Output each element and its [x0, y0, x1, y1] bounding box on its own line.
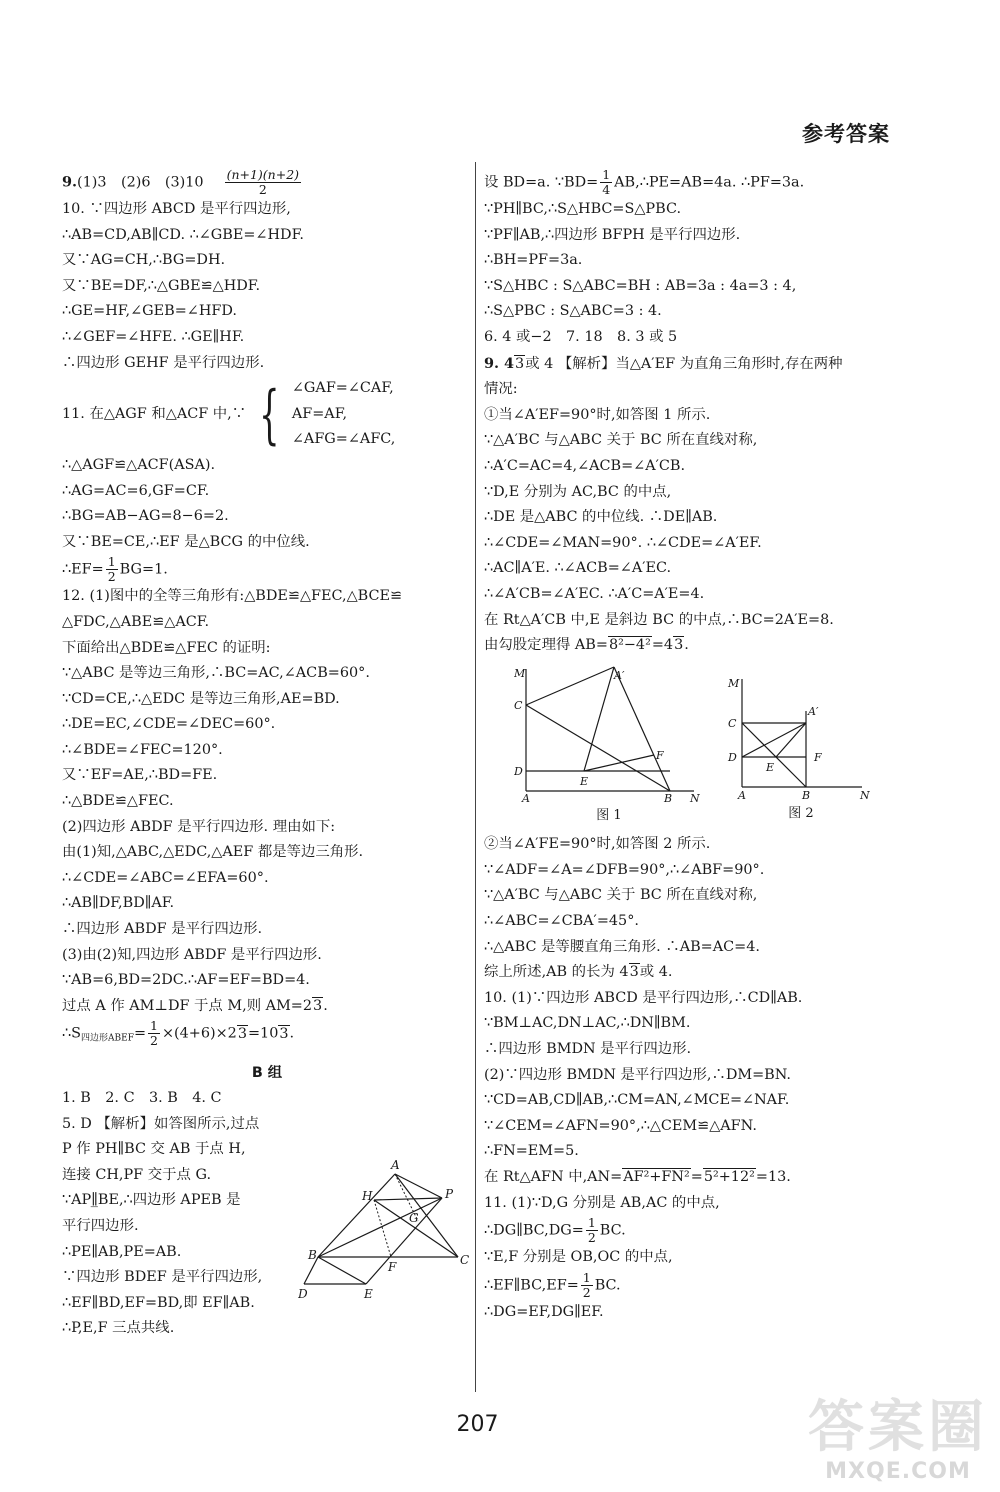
solution-line: ∴四边形 BMDN 是平行四边形. [484, 1041, 692, 1058]
solution-line: ①当∠A′EF=90°时,如答图 1 所示. [484, 406, 711, 423]
q12-solution [62, 584, 472, 994]
svg-text:N: N [860, 788, 870, 801]
solution-line: ∵四边形 BDEF 是平行四边形, [62, 1269, 263, 1286]
solution-line: 由(1)知,△ABC,△EDC,△AEF 都是等边三角形. [62, 844, 364, 861]
solution-line: ∵AB=6,BD=2DC.∴AF=EF=BD=4. [62, 972, 310, 989]
figure-1 [514, 665, 704, 829]
solution-line: ∴P,E,F 三点共线. [62, 1320, 175, 1337]
svg-text:E: E [580, 774, 589, 788]
page-number: 207 [456, 1412, 499, 1437]
q10-solution [62, 197, 472, 376]
solution-line: ∴GE=HF,∠GEB=∠HFD. [62, 303, 237, 320]
brace-symbol: { [259, 377, 280, 452]
svg-text:B: B [802, 788, 811, 801]
q11-right-line3: ∵E,F 分别是 OB,OC 的中点, [484, 1249, 673, 1266]
svg-text:D: D [514, 764, 523, 778]
figure-2-caption: 图 2 [788, 805, 814, 821]
solution-line: ∴BH=PF=3a. [484, 252, 583, 269]
q9-right-head2: 情况: [484, 381, 518, 398]
svg-text:D: D [298, 1287, 308, 1301]
solution-line: △FDC,△ABE≌△ACF. [62, 613, 210, 630]
q9-case1 [484, 403, 909, 633]
solution-line: ∵CD=AB,CD∥AB,∴CM=AN,∠MCE=∠NAF. [484, 1092, 790, 1109]
svg-text:A′: A′ [808, 704, 819, 718]
svg-text:C: C [460, 1253, 470, 1267]
figure-1-diagram [514, 665, 704, 803]
solution-line: 5. D 【解析】如答图所示,过点 [62, 1115, 260, 1132]
solution-line: 下面给出△BDE≌△FEC 的证明: [62, 639, 271, 656]
solution-line: ∵PF∥AB,∴四边形 BFPH 是平行四边形. [484, 226, 741, 243]
svg-text:F: F [388, 1260, 397, 1274]
q9-answer: 9.(1)3 (2)6 (3)10 $\frac{(n+1)(n+2)}{2}$ [62, 167, 300, 197]
svg-text:C: C [728, 716, 737, 730]
system-line: ∠GAF=∠CAF, [291, 380, 394, 397]
svg-text:M: M [514, 666, 526, 680]
solution-line: ∴△BDE≌△FEC. [62, 793, 174, 810]
svg-text:A: A [738, 788, 746, 801]
svg-text:B: B [308, 1248, 317, 1262]
solution-line: ∴∠GEF=∠HFE. ∴GE∥HF. [62, 328, 245, 345]
svg-text:A′: A′ [614, 668, 625, 682]
solution-line: ∴AB=CD,AB∥CD. ∴∠GBE=∠HDF. [62, 226, 304, 243]
system-line: ∠AFG=∠AFC, [291, 431, 396, 448]
svg-text:G: G [409, 1211, 419, 1225]
solution-line: ∵△A′BC 与△ABC 关于 BC 所在直线对称, [484, 887, 758, 904]
solution-line: ∵BM⊥AC,DN⊥AC,∴DN∥BM. [484, 1015, 691, 1032]
mc-answers: 1. B 2. C 3. B 4. C [62, 1090, 222, 1107]
solution-line: 10. (1)∵四边形 ABCD 是平行四边形,∴CD∥AB. [484, 989, 803, 1006]
solution-line: ∵S△HBC : S△ABC=BH : AB=3a : 4a=3 : 4, [484, 277, 797, 294]
solution-line: ∴四边形 GEHF 是平行四边形. [62, 354, 265, 371]
svg-text:B: B [664, 791, 673, 803]
q9-summary: 综上所述,AB 的长为 43或 4. [484, 964, 673, 981]
solution-line: ∴DE 是△ABC 的中位线. ∴DE∥AB. [484, 509, 718, 526]
svg-text:D: D [728, 750, 737, 764]
svg-text:C: C [514, 698, 523, 712]
page-header-title: 参考答案 [802, 122, 890, 146]
r-line-bd: 设 BD=a. ∵BD= $\frac{1}{4}$ AB,∴PE=AB=4a. ∴PF=3a. [484, 167, 805, 197]
q9-figures [514, 665, 909, 829]
r-solution-part1 [484, 197, 909, 351]
solution-line: ∴DE=EC,∠CDE=∠DEC=60°. [62, 716, 276, 733]
solution-line: ∴△AGF≌△ACF(ASA). [62, 456, 216, 473]
solution-line: (3)由(2)知,四边形 ABDF 是平行四边形. [62, 946, 322, 963]
figure-2-diagram [726, 677, 876, 801]
solution-line: ∴AC∥A′E. ∴∠ACB=∠A′EC. [484, 560, 672, 577]
system-line: AF=AF, [291, 405, 348, 422]
solution-line: ∴FN=EM=5. [484, 1143, 579, 1160]
q9-pythagoras: 由勾股定理得 AB=8²−4²=43. [484, 637, 689, 654]
q11-right-line2: ∴DG∥BC,DG= $\frac{1}{2}$ BC. [484, 1215, 626, 1246]
solution-line: 又∵BE=DF,∴△GBE≌△HDF. [62, 277, 261, 294]
solution-line: 平行四边形. [62, 1218, 139, 1235]
solution-line: 连接 CH,PF 交于点 G. [62, 1166, 212, 1183]
solution-line: ∴四边形 ABDF 是平行四边形. [62, 921, 263, 938]
solution-line: 12. (1)图中的全等三角形有:△BDE≌△FEC,△BCE≌ [62, 588, 403, 605]
solution-line: ∴S△PBC : S△ABC=3 : 4. [484, 303, 662, 320]
solution-line: ∴∠BDE=∠FEC=120°. [62, 741, 223, 758]
solution-line: ∵D,E 分别为 AC,BC 的中点, [484, 483, 672, 500]
svg-text:E: E [364, 1287, 373, 1301]
q11-right-line1: 11. (1)∵D,G 分别是 AB,AC 的中点, [484, 1194, 720, 1211]
solution-line: ∵PH∥BC,∴S△HBC=S△PBC. [484, 201, 682, 217]
solution-line: ∴AB∥DF,BD∥AF. [62, 895, 175, 912]
solution-line: ∴BG=AB−AG=8−6=2. [62, 508, 229, 525]
solution-line: ∵AP∥̲BE,∴四边形 APEB 是 [62, 1192, 241, 1209]
q9-case2 [484, 832, 909, 960]
svg-text:F: F [656, 748, 664, 762]
solution-line: 10. ∵四边形 ABCD 是平行四边形, [62, 201, 291, 217]
q10-right-solution [484, 986, 909, 1165]
solution-line: ∴∠A′CB=∠A′EC. ∴A′C=A′E=4. [484, 585, 705, 602]
solution-line: ∴PE∥AB,PE=AB. [62, 1243, 182, 1260]
svg-text:A: A [391, 1158, 400, 1172]
q5-solution [62, 1112, 302, 1342]
q5-diagram [298, 1156, 478, 1301]
solution-line: ∵△ABC 是等边三角形,∴BC=AC,∠ACB=60°. [62, 665, 370, 682]
q9-right-head: 9. 43或 4 【解析】当△A′EF 为直角三角形时,存在两种 [484, 354, 843, 372]
q11-system-lines [292, 376, 396, 453]
solution-line: 又∵BE=CE,∴EF 是△BCG 的中位线. [62, 533, 310, 550]
svg-text:M: M [728, 676, 740, 690]
right-column [484, 168, 909, 1325]
solution-line: 在 Rt△A′CB 中,E 是斜边 BC 的中点,∴BC=2A′E=8. [484, 611, 834, 628]
solution-line: (2)∵四边形 BMDN 是平行四边形,∴DM=BN. [484, 1066, 791, 1083]
q12-am-line: 过点 A 作 AM⊥DF 于点 M,则 AM=23. [62, 997, 328, 1014]
solution-line: (2)四边形 ABDF 是平行四边形. 理由如下: [62, 818, 336, 835]
svg-text:A: A [522, 791, 530, 803]
q12-area-line: $\therefore S_{四边形ABEF}=$ $\frac{1}{2}$ ×(4+6)×23=103. [62, 1018, 295, 1049]
solution-line: ∴∠CDE=∠MAN=90°. ∴∠CDE=∠A′EF. [484, 534, 762, 551]
group-b-heading: B 组 [251, 1064, 283, 1081]
solution-line: 又∵AG=CH,∴BG=DH. [62, 252, 226, 269]
solution-line: ∵∠ADF=∠A=∠DFB=90°,∴∠ABF=90°. [484, 861, 765, 878]
q11-last-line: ∴EF= $\frac{1}{2}$ BG=1. [62, 554, 168, 585]
solution-line: ∴EF∥BD,EF=BD,即 EF∥AB. [62, 1294, 255, 1311]
solution-line: ∵CD=CE,∴△EDC 是等边三角形,AE=BD. [62, 690, 340, 707]
svg-text:H: H [362, 1189, 373, 1203]
q11-solution [62, 453, 472, 555]
figure-1-caption: 图 1 [596, 807, 622, 823]
solution-line: ∴∠CDE=∠ABC=∠EFA=60°. [62, 869, 269, 886]
svg-text:P: P [445, 1187, 454, 1201]
solution-line: P 作 PH∥BC 交 AB 于点 H, [62, 1141, 246, 1158]
solution-line: ∴△ABC 是等腰直角三角形. ∴AB=AC=4. [484, 938, 760, 955]
svg-text:F: F [814, 750, 822, 764]
solution-line: 6. 4 或−2 7. 18 8. 3 或 5 [484, 328, 678, 345]
solution-line: 又∵EF=AE,∴BD=FE. [62, 767, 218, 784]
svg-text:E: E [766, 760, 775, 774]
q11-system: 11. 在△AGF 和△ACF 中,∵ { ∠GAF=∠CAF, AF=AF, ∠AFG=∠AFC, [62, 377, 396, 452]
q9-fraction: $\frac{(n+1)(n+2)}{2}$ [226, 167, 300, 197]
solution-line: ∴AG=AC=6,GF=CF. [62, 482, 210, 499]
solution-line: ∴∠ABC=∠CBA′=45°. [484, 913, 639, 930]
q11-right-line4: ∴EF∥BC,EF= $\frac{1}{2}$ BC. [484, 1269, 621, 1300]
solution-line: ∵△A′BC 与△ABC 关于 BC 所在直线对称, [484, 432, 758, 449]
svg-text:N: N [690, 791, 700, 803]
figure-2 [726, 677, 876, 827]
watermark-logo: 答案圈 MXQE.COM [808, 1395, 988, 1484]
q10-rt-line: 在 Rt△AFN 中,AN=AF²+FN²=5²+12²=13. [484, 1169, 791, 1185]
q5-figure [298, 1156, 478, 1305]
q11-right-line5: ∴DG=EF,DG∥EF. [484, 1303, 604, 1320]
solution-line: ②当∠A′FE=90°时,如答图 2 所示. [484, 836, 711, 853]
solution-line: ∵∠CEM=∠AFN=90°,∴△CEM≌△AFN. [484, 1117, 757, 1134]
solution-line: ∴A′C=AC=4,∠ACB=∠A′CB. [484, 457, 686, 474]
